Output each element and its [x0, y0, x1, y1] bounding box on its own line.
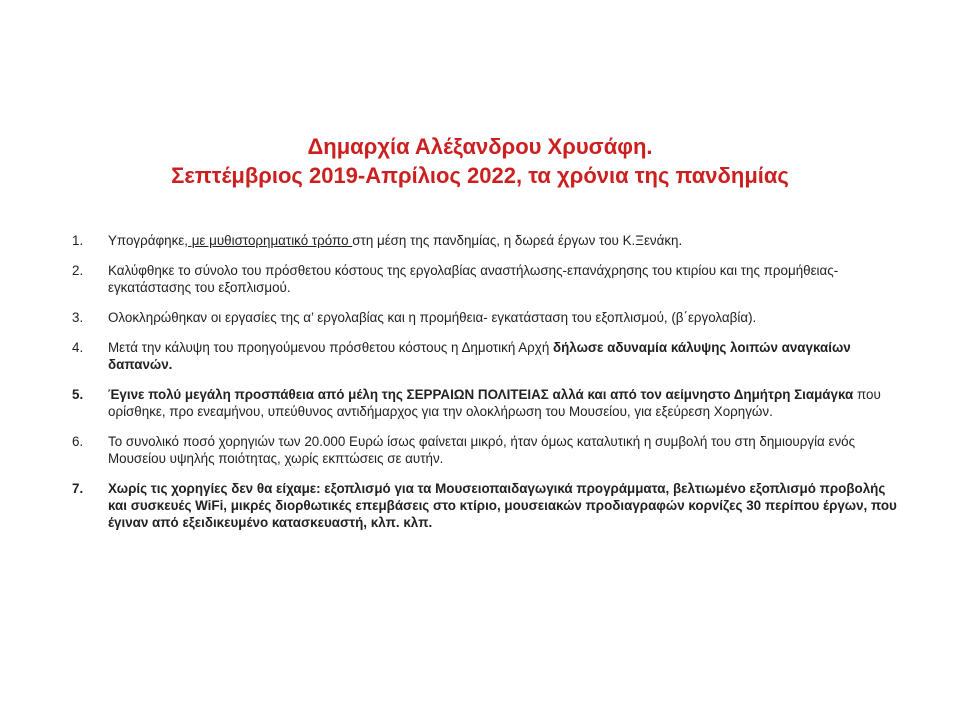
item-text: Το συνολικό ποσό χορηγιών των 20.000 Ευρώ ίσως φαίνεται μικρό, ήταν όμως καταλυτική η συμβολή του στη δημιουργία ενός Μουσείου υψηλής ποιότητας, χωρίς εκπτώσεις σε αυτήν.: [108, 434, 856, 466]
item-text-part: που ορίσθηκε, προ ενεαμήνου, υπεύθυνος αντιδήμαρχος για την ολοκλήρωση του Μουσείου, για εξεύρεση Χορηγών.: [108, 387, 881, 419]
item-number: 5.: [72, 387, 84, 402]
item-text-bold: δήλωσε αδυναμία κάλυψης λοιπών αναγκαίων δαπανών.: [108, 340, 851, 372]
item-number: 1.: [72, 233, 84, 248]
item-text-part: Μετά την κάλυψη του προηγούμενου πρόσθετου κόστους η Δημοτική Αρχή: [108, 340, 553, 355]
item-number: 2.: [72, 263, 84, 278]
item-number: 3.: [72, 310, 84, 325]
item-text-bold: Έγινε πολύ μεγάλη προσπάθεια από μέλη της ΣΕΡΡΑΙΩΝ ΠΟΛΙΤΕΙΑΣ αλλά και από τον αείμνηστο Δημήτρη Σιαμάγκα: [108, 387, 854, 402]
item-text: Ολοκληρώθηκαν οι εργασίες της α’ εργολαβίας και η προμήθεια- εγκατάσταση του εξοπλισμού, (β΄εργολαβία).: [108, 310, 757, 325]
item-text: [108, 232, 902, 249]
item-text: [108, 339, 902, 373]
item-text-bold: Χωρίς τις χορηγίες δεν θα είχαμε: εξοπλισμό για τα Μουσειοπαιδαγωγικά προγράμματα, βελτιωμένο εξοπλισμό προβολής και συσκευές WiFi, μικρές διορθωτικές επεμβάσεις στο κτίριο, μουσειακών προδιαγραφών κορνίζες 30 περίπου έργων, που έγιναν από εξειδικευμένο κατασκευαστή, κλπ. κλπ.: [108, 481, 897, 530]
item-text: [108, 386, 902, 420]
title-line-1: Δημαρχία Αλέξανδρου Χρυσάφη.: [307, 134, 653, 159]
list-item-7: [72, 480, 902, 531]
item-text-part: στη μέση της πανδημίας, η δωρεά έργων του Κ.Ξενάκη.: [352, 233, 683, 248]
list-item-1: [72, 232, 902, 249]
list-item-6: [72, 433, 902, 467]
item-number: 4.: [72, 340, 84, 355]
list-item-3: [72, 309, 902, 326]
item-number: 7.: [72, 481, 84, 496]
list-item-4: [72, 339, 902, 373]
list-item-2: [72, 262, 902, 296]
slide-title: [0, 132, 960, 190]
item-number: 6.: [72, 434, 84, 449]
list-item-5: [72, 386, 902, 420]
item-text-underlined: , με μυθιστορηματικό τρόπο: [184, 233, 353, 248]
numbered-list: [72, 232, 902, 544]
item-text-part: Υπογράφηκε: [108, 233, 185, 248]
title-line-2: Σεπτέμβριος 2019-Απρίλιος 2022, τα χρόνια της πανδημίας: [171, 163, 789, 188]
item-text: Καλύφθηκε το σύνολο του πρόσθετου κόστους της εργολαβίας αναστήλωσης-επανάχρησης του κτιρίου και της προμήθειας-εγκατάστασης του εξοπλισμού.: [108, 263, 839, 295]
